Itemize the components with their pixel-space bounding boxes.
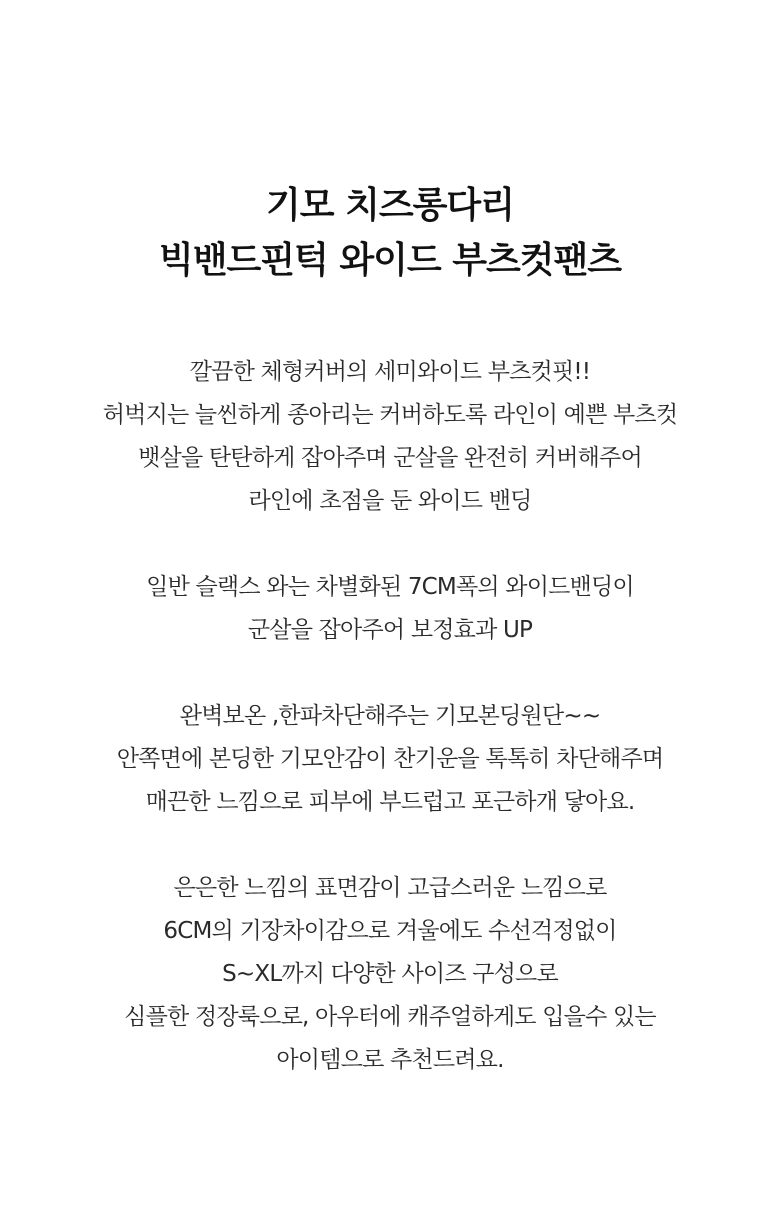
product-title-line-2: 빅밴드핀턱 와이드 부츠컷팬츠	[158, 240, 622, 281]
product-description	[0, 351, 780, 1082]
description-line: 안쪽면에 본딩한 기모안감이 찬기운을 톡톡히 차단해주며	[116, 746, 664, 772]
product-title-line-1: 기모 치즈롱다리	[266, 185, 514, 226]
description-line: 군살을 잡아주어 보정효과 UP	[247, 617, 533, 643]
product-title	[0, 178, 780, 288]
description-line: 라인에 초점을 둔 와이드 밴딩	[248, 488, 532, 514]
description-line: 일반 슬랙스 와는 차별화된 7CM폭의 와이드밴딩이	[146, 574, 634, 600]
description-paragraph-fabric	[0, 695, 780, 824]
description-line: 허벅지는 늘씬하게 종아리는 커버하도록 라인이 예쁜 부츠컷	[102, 402, 678, 428]
description-line: 뱃살을 탄탄하게 잡아주며 군살을 완전히 커버해주어	[138, 445, 642, 471]
description-paragraph-fit	[0, 351, 780, 523]
description-paragraph-recommendation	[0, 867, 780, 1082]
description-line: S~XL까지 다양한 사이즈 구성으로	[222, 961, 558, 987]
description-line: 완벽보온 ,한파차단해주는 기모본딩원단~~	[179, 703, 601, 729]
description-line: 아이템으로 추천드려요.	[276, 1047, 504, 1073]
description-line: 6CM의 기장차이감으로 겨울에도 수선걱정없이	[163, 918, 617, 944]
description-line: 깔끔한 체형커버의 세미와이드 부츠컷핏!!	[189, 359, 591, 385]
description-paragraph-banding	[0, 566, 780, 652]
description-line: 매끈한 느낌으로 피부에 부드럽고 포근하개 닿아요.	[145, 789, 635, 815]
description-line: 은은한 느낌의 표면감이 고급스러운 느낌으로	[173, 875, 607, 901]
description-line: 심플한 정장룩으로, 아우터에 캐주얼하게도 입을수 있는	[124, 1004, 656, 1030]
